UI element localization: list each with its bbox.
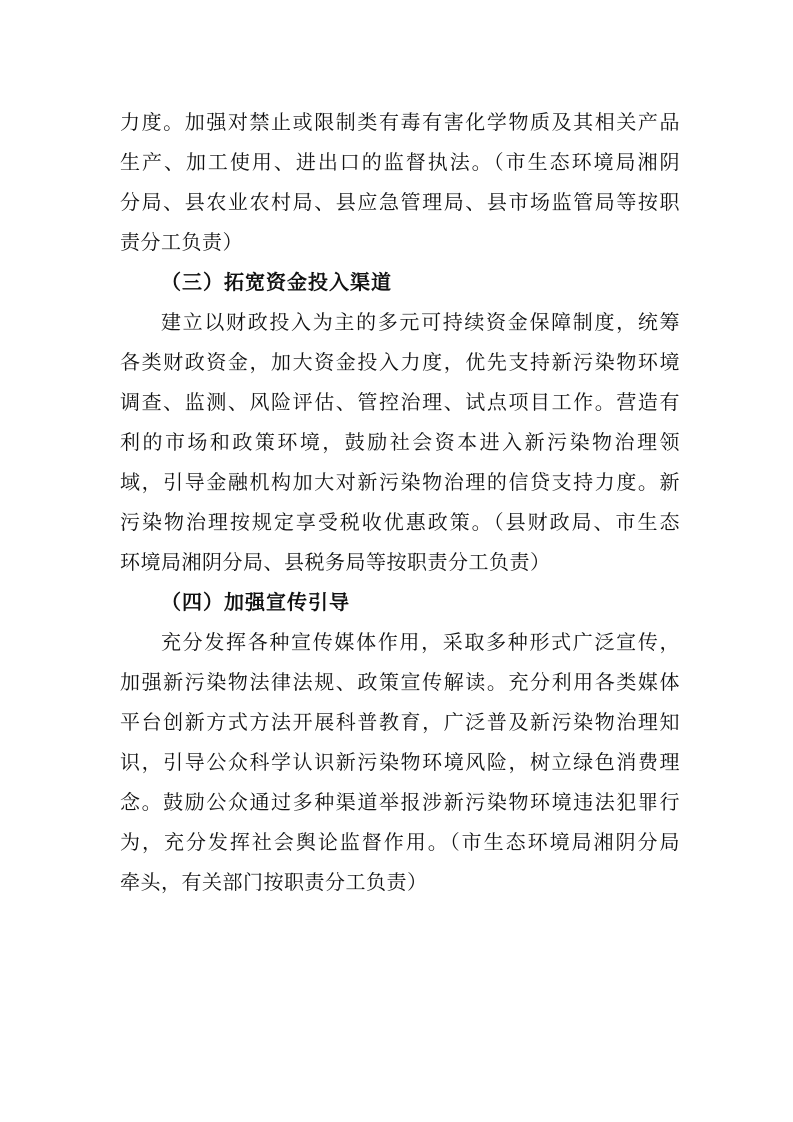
paragraph-line: 建立以财政投入为主的多元可持续资金保障制度，统筹 (161, 310, 680, 334)
paragraph-line: 力度。加强对禁止或限制类有毒有害化学物质及其相关产品 (120, 110, 680, 134)
paragraph-line: 加强新污染物法律法规、政策宣传解读。充分利用各类媒体 (120, 670, 680, 694)
section-heading: （三）拓宽资金投入渠道 (161, 270, 392, 294)
paragraph-line: 念。鼓励公众通过多种渠道举报涉新污染物环境违法犯罪行 (120, 790, 680, 814)
paragraph-line: 责分工负责） (120, 230, 243, 254)
paragraph-line: 为，充分发挥社会舆论监督作用。（市生态环境局湘阴分局 (120, 830, 680, 854)
paragraph-line: 平台创新方式方法开展科普教育，广泛普及新污染物治理知 (120, 710, 680, 734)
paragraph-line: 分局、县农业农村局、县应急管理局、县市场监管局等按职 (120, 190, 680, 214)
paragraph-line: 牵头，有关部门按职责分工负责） (120, 870, 428, 894)
paragraph-line: 利的市场和政策环境，鼓励社会资本进入新污染物治理领 (120, 430, 680, 454)
paragraph-line: 生产、加工使用、进出口的监督执法。（市生态环境局湘阴 (120, 150, 680, 174)
paragraph-line: 识，引导公众科学认识新污染物环境风险，树立绿色消费理 (120, 750, 680, 774)
paragraph-line: 污染物治理按规定享受税收优惠政策。（县财政局、市生态 (120, 510, 680, 534)
paragraph-line: 环境局湘阴分局、县税务局等按职责分工负责） (120, 550, 551, 574)
paragraph-line: 各类财政资金，加大资金投入力度，优先支持新污染物环境 (120, 350, 680, 374)
paragraph-line: 充分发挥各种宣传媒体作用，采取多种形式广泛宣传， (161, 630, 680, 654)
paragraph-line: 调查、监测、风险评估、管控治理、试点项目工作。营造有 (120, 390, 680, 414)
paragraph-line: 域，引导金融机构加大对新污染物治理的信贷支持力度。新 (120, 470, 680, 494)
section-heading: （四）加强宣传引导 (161, 590, 350, 614)
